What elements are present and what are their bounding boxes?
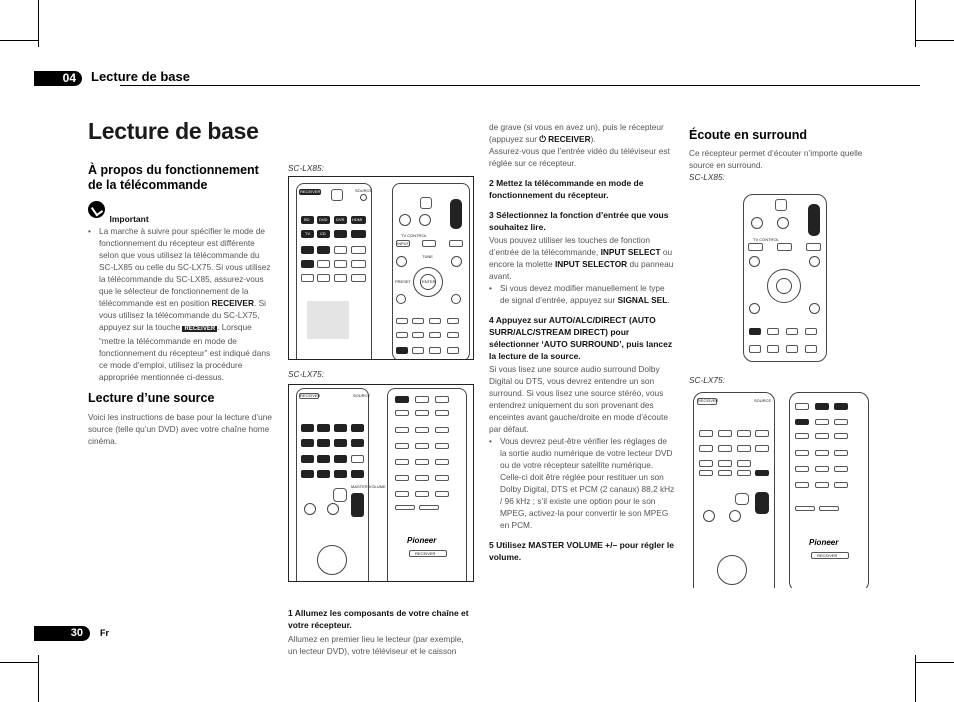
callout-shade — [307, 301, 349, 339]
remote-illustration-lx75-right: RECEIVER SOURCE Pioneer RECEIVER — [691, 390, 881, 588]
chapter-number: 04 — [34, 71, 82, 86]
caption-lx85-right: SC-LX85: — [689, 172, 725, 182]
crop-mark — [0, 40, 38, 41]
page-title: Lecture de base — [88, 118, 259, 144]
important-note — [88, 201, 273, 223]
source-label: SOURCE — [355, 188, 373, 193]
receiver-key-label: RECEIVER — [184, 326, 216, 332]
section-source — [88, 391, 273, 447]
step-2: 2 Mettez la télécommande en mode de fonctionnement du récepteur. — [489, 178, 644, 200]
step-3-text: Vous pouvez utiliser les touches de fonction d’entrée de la télécommande, INPUT SELECT ou encore la molette INPUT SELECTOR du panneau avant. — [489, 235, 674, 281]
page-number: 30 — [34, 626, 90, 641]
section-remote — [88, 163, 273, 383]
section-surround-text: Ce récepteur permet d’écouter n’importe quelle source en surround. — [689, 148, 863, 170]
receiver-label: RECEIVER — [300, 189, 321, 194]
step-1 — [288, 607, 474, 657]
step-3: 3 Sélectionnez la fonction d’entrée que vous souhaitez lire. — [489, 210, 669, 232]
caption-lx85: SC-LX85: — [288, 163, 324, 173]
crop-mark — [0, 662, 38, 663]
crop-mark — [38, 655, 39, 702]
step-3-list — [489, 282, 675, 306]
crop-mark — [916, 662, 954, 663]
chapter-title: Lecture de base — [91, 69, 190, 84]
crop-mark — [916, 40, 954, 41]
step-4-text: Si vous lisez une source audio surround Dolby Digital ou DTS, vous devrez entendre un son surround. Si vous lisez une source stéréo, vous entendrez uniquement du son provenant des enceintes avant gauche/droite en mode d’écoute par défaut. — [489, 364, 668, 434]
caption-lx75-right: SC-LX75: — [689, 375, 725, 385]
section-surround-title: Écoute en surround — [689, 128, 808, 142]
chapter-header — [34, 71, 920, 86]
header-rule — [120, 85, 920, 86]
page-language: Fr — [100, 628, 109, 638]
remote-illustration-lx85: RECEIVER SOURCE BD DVD DVR HDMI TV CD TV CONTROL INPUT TUNE ENTER PRESET — [288, 176, 474, 360]
important-list — [88, 225, 273, 383]
caption-lx75: SC-LX75: — [288, 369, 324, 379]
section-source-text: Voici les instructions de base pour la lecture d’une source (telle qu’un DVD) avec votre chaîne home cinéma. — [88, 412, 273, 446]
step-4-list — [489, 435, 675, 531]
list-item: • Si vous devez modifier manuellement le type de signal d’entrée, appuyez sur SIGNAL SEL. — [489, 282, 675, 306]
pioneer-logo: Pioneer — [407, 536, 437, 545]
continued-text: de grave (si vous en avez un), puis le récepteur (appuyez sur ⏻ RECEIVER). — [489, 122, 664, 144]
note-icon — [88, 201, 105, 218]
step-1-title: 1 Allumez les composants de votre chaîne et votre récepteur. — [288, 608, 469, 630]
step-5: 5 Utilisez MASTER VOLUME +/– pour régler le volume. — [489, 540, 674, 562]
step-4: 4 Appuyez sur AUTO/ALC/DIRECT (AUTO SURR/ALC/STREAM DIRECT) pour sélectionner ‘AUTO SURROUND’, puis lancez la lecture de la source. — [489, 315, 673, 361]
list-item: • La marche à suivre pour spécifier le mode de fonctionnement du récepteur est différente selon que vous utilisez la télécommande du SC-LX85 ou celle du SC-LX75. Si vous utilisez la télécommande du SC-LX85, assurez-vous que le sélecteur de fonctionnement de la télécommande est en position RECEIVER. Si vous utilisez la télécommande du SC-LX75, appuyez sur la touche RECEIVER . Lorsque “mettre la télécommande en mode de fonctionnement du récepteur” est indiqué dans ce mode d’emploi, utilisez la procédure appropriée mentionnée ci-dessus. — [88, 225, 273, 383]
section-source-title: Lecture d’une source — [88, 391, 215, 405]
section-remote-title: À propos du fonctionnement de la télécommande — [88, 163, 259, 192]
list-item: • Vous devrez peut-être vérifier les réglages de la sortie audio numérique de votre lecteur DVD ou de votre récepteur satellite numérique. Celle-ci doit être réglée pour restituer un son Dolby Digital, DTS et PCM (2 canaux) 88,2 kHz / 96 kHz ; s’il existe une option pour le son MPEG, activez-la pour convertir le son MPEG en PCM. — [489, 435, 675, 531]
continued-text-2: Assurez-vous que l’entrée vidéo du téléviseur est réglée sur ce récepteur. — [489, 146, 670, 168]
crop-mark — [38, 0, 39, 47]
section-surround — [689, 128, 879, 182]
column-3 — [489, 121, 675, 563]
important-label: Important — [109, 214, 149, 224]
step-1-text: Allumez en premier lieu le lecteur (par exemple, un lecteur DVD), votre téléviseur et le caisson — [288, 634, 464, 656]
remote-illustration-lx75: RECEIVER SOURCE MASTER VOLUME Pioneer RECEIVER — [288, 384, 474, 582]
pioneer-logo: Pioneer — [809, 538, 839, 547]
remote-illustration-lx85-right: TV CONTROL — [741, 192, 830, 365]
